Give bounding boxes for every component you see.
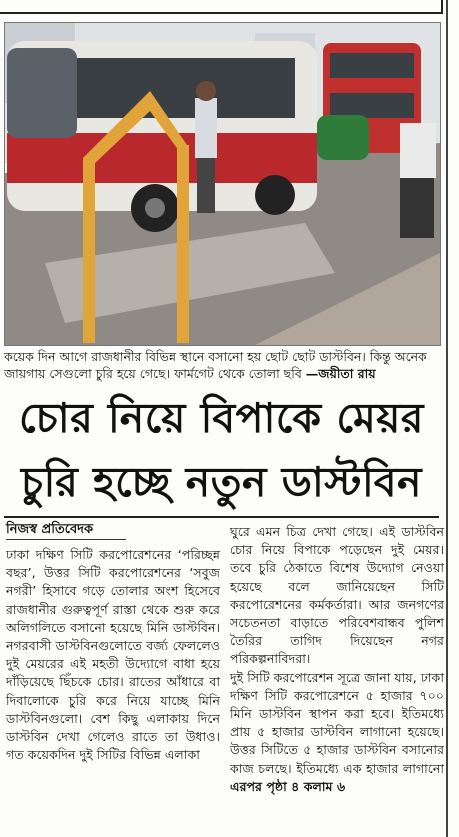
pedestrian-right-icon [400, 123, 436, 238]
byline-underline [6, 539, 126, 540]
column-rule [446, 0, 448, 837]
cng-rickshaw-icon [317, 115, 369, 160]
article-text: দুই সিটি করপোরেশন সূত্রে জানা যায়, ঢাকা দক্ষিণ সিটি করপোরেশনে ৫ হাজার ৭০০ মিনি ডাস্টবিন স্থাপন করা হবে। ইতিমধ্যে প্রায় ৫ হাজার ডাস্টবিন লাগানো হয়েছে। উত্তর সিটিতে ৫ হাজার ডাস্টবিন বসানোর কাজ চলছে। ইতিমধ্যে এক হাজার লাগানো [230, 669, 444, 776]
caption-text: কয়েক দিন আগে রাজধানীর বিভিন্ন স্থানে বসানো হয় ছোট ছোট ডাস্টবিন। কিন্তু অনেক জায়গায় সেগুলো চুরি হয়ে গেছে। ফার্মগেট থেকে তোলা ছবি [4, 349, 427, 381]
headline-line-2: চুরি হচ্ছে নতুন ডাস্টবিন [20, 458, 423, 506]
article-paragraph: ঢাকা দক্ষিণ সিটি করপোরেশনের ‘পরিচ্ছন্ন বছর’, উত্তর সিটি করপোরেশনের ‘সবুজ নগরী’ হিসাবে গড়ে তোলার অংশ হিসেবে রাজধানীর গুরুত্বপূর্ণ রাস্তা থেকে শুরু করে অলিগলিতে বসানো হয়েছে মিনি ডাস্টবিন। নগরবাসী ডাস্টবিনগুলোতে বর্জ্য ফেললেও দুই মেয়রের এই মহতী উদ্যোগে বাধা হয়ে দাঁড়িয়েছে ছিঁচকে চোর। রাতের আঁধারে বা দিবালোকে চুরি করে নিয়ে যাচ্ছে মিনি ডাস্টবিনগুলো। বেশ কিছু এলাকায় দিনে ডাস্টবিন দেখা গেলেও রাতে তা উধাও। গত কয়েকদিন দুই সিটির বিভিন্ন এলাকা [6, 547, 220, 763]
article-paragraph: ঘুরে এমন চিত্র দেখা গেছে। এই ডাস্টবিন চোর নিয়ে বিপাকে পড়েছেন দুই মেয়র। তবে চুরি ঠেকাতে বিশেষ উদ্যোগ নেওয়া হয়েছে বলে জানিয়েছেন সিটি করপোরেশনের কর্মকর্তারা। আর জনগণের সচেতনতা বাড়াতে পরিবেশবান্ধব পুলিশ তৈরির তাগিদ দিয়েছেন নগর পরিকল্পনাবিদরা। [230, 524, 444, 667]
article-paragraph [230, 669, 444, 796]
byline: নিজস্ব প্রতিবেদক [6, 522, 94, 537]
article-column-1 [6, 546, 220, 764]
headline-divider [4, 516, 439, 518]
headline-line-1: চোর নিয়ে বিপাকে মেয়র [19, 394, 424, 442]
photo-caption [4, 348, 439, 382]
pedestrian-icon [195, 81, 217, 213]
bus-icon [7, 41, 317, 232]
continued-on-link[interactable]: এরপর পৃষ্ঠা ৪ কলাম ৬ [230, 778, 346, 794]
article-column-2 [230, 523, 444, 796]
previous-article-frame [0, 0, 443, 14]
news-photo [4, 22, 441, 346]
photo-credit: —জয়ীতা রায় [305, 366, 376, 381]
